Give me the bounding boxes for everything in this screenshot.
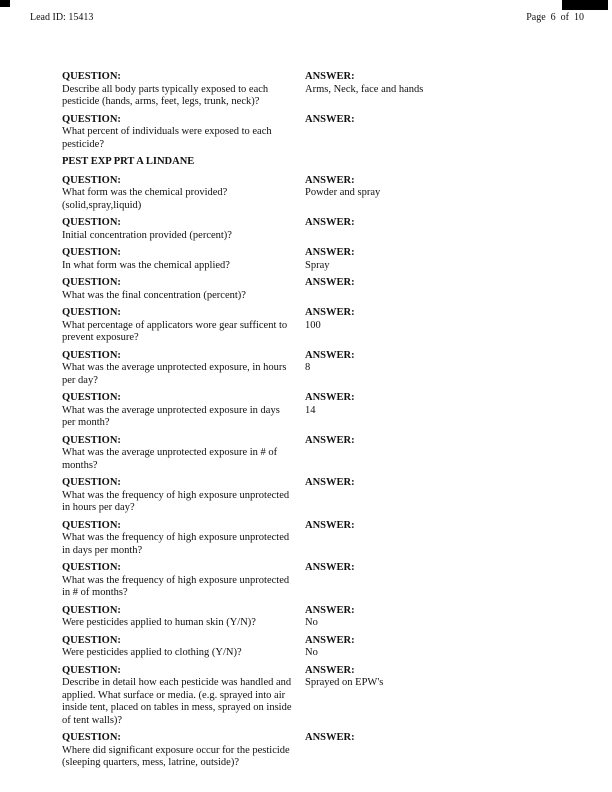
qa-block (62, 114, 574, 152)
answer-column (305, 605, 574, 630)
question-column (62, 71, 305, 109)
qa-block (62, 247, 574, 272)
question-text: What was the average unprotected exposure, in hours per day? (62, 362, 287, 386)
question-column (62, 277, 305, 302)
answer-column (305, 350, 574, 388)
answer-label: ANSWER: (305, 519, 355, 531)
qa-block (62, 217, 574, 242)
question-label: QUESTION: (62, 71, 121, 82)
answer-text: No (305, 617, 318, 628)
question-column (62, 520, 305, 558)
page-number: Page 6 of 10 (526, 12, 584, 23)
qa-block (62, 665, 574, 728)
page-header (30, 12, 584, 23)
question-label: QUESTION: (62, 634, 121, 646)
qa-block (62, 392, 574, 430)
question-label: QUESTION: (62, 664, 121, 676)
answer-text: No (305, 647, 318, 658)
answer-column (305, 635, 574, 660)
question-text: Initial concentration provided (percent)? (62, 229, 232, 241)
qa-block (62, 562, 574, 600)
answer-column (305, 175, 574, 213)
question-column (62, 175, 305, 213)
question-text: What was the frequency of high exposure unprotected in # of months? (62, 574, 290, 598)
question-column (62, 217, 305, 242)
question-label: QUESTION: (62, 277, 121, 288)
question-column (62, 562, 305, 600)
answer-label: ANSWER: (305, 477, 355, 488)
question-text: Were pesticides applied to clothing (Y/N)? (62, 647, 242, 658)
answer-label: ANSWER: (305, 732, 355, 743)
answer-column (305, 732, 574, 770)
question-label: QUESTION: (62, 519, 121, 531)
answer-column (305, 392, 574, 430)
question-column (62, 435, 305, 473)
question-text: Where did significant exposure occur for the pesticide (sleeping quarters, mess, latrine, outside)? (62, 744, 290, 768)
question-label: QUESTION: (62, 562, 121, 573)
lead-id: Lead ID: 15413 (30, 12, 94, 23)
answer-label: ANSWER: (305, 349, 355, 361)
answer-label: ANSWER: (305, 247, 355, 258)
answer-column (305, 114, 574, 152)
scan-artifact-top-right (562, 0, 608, 10)
question-label: QUESTION: (62, 434, 121, 446)
question-label: QUESTION: (62, 247, 121, 258)
qa-block (62, 520, 574, 558)
qa-block (62, 477, 574, 515)
answer-label: ANSWER: (305, 113, 355, 125)
answer-column (305, 562, 574, 600)
answer-label: ANSWER: (305, 604, 355, 616)
answer-label: ANSWER: (305, 434, 355, 446)
qa-block (62, 605, 574, 630)
qa-block (62, 277, 574, 302)
section-heading: PEST EXP PRT A LINDANE (62, 156, 195, 167)
answer-column (305, 277, 574, 302)
question-column (62, 605, 305, 630)
answer-column (305, 217, 574, 242)
answer-text: 100 (305, 319, 321, 331)
answer-label: ANSWER: (305, 664, 355, 676)
question-label: QUESTION: (62, 113, 121, 125)
question-label: QUESTION: (62, 349, 121, 361)
answer-column (305, 247, 574, 272)
question-column (62, 477, 305, 515)
question-label: QUESTION: (62, 217, 121, 228)
answer-label: ANSWER: (305, 634, 355, 646)
answer-label: ANSWER: (305, 217, 355, 228)
answer-text: 8 (305, 362, 311, 373)
scan-artifact-top-left (0, 0, 10, 7)
answer-column (305, 665, 574, 728)
answer-label: ANSWER: (305, 392, 355, 403)
answer-label: ANSWER: (305, 71, 355, 82)
content (62, 71, 574, 775)
question-column (62, 635, 305, 660)
question-column (62, 350, 305, 388)
question-text: In what form was the chemical applied? (62, 259, 230, 271)
question-column (62, 392, 305, 430)
question-column (62, 114, 305, 152)
answer-label: ANSWER: (305, 174, 355, 186)
qa-block (62, 350, 574, 388)
question-label: QUESTION: (62, 392, 121, 403)
answer-text: Arms, Neck, face and hands (305, 83, 424, 95)
question-text: What was the average unprotected exposure in days per month? (62, 404, 280, 428)
question-label: QUESTION: (62, 174, 121, 186)
question-column (62, 665, 305, 728)
answer-label: ANSWER: (305, 562, 355, 573)
question-label: QUESTION: (62, 732, 121, 743)
qa-block (62, 732, 574, 770)
question-text: What was the average unprotected exposure in # of months? (62, 447, 278, 471)
answer-column (305, 520, 574, 558)
question-text: Describe in detail how each pesticide was handled and applied. What surface or media. (e.g. sprayed into air inside tent, placed on tables in mess, sprayed on inside of tent walls)? (62, 677, 292, 726)
answer-column (305, 307, 574, 345)
question-text: What percent of individuals were exposed to each pesticide? (62, 126, 272, 150)
answer-column (305, 477, 574, 515)
question-text: What was the final concentration (percent)? (62, 289, 246, 301)
question-text: Were pesticides applied to human skin (Y/N)? (62, 617, 256, 628)
answer-text: Spray (305, 259, 330, 271)
answer-label: ANSWER: (305, 277, 355, 288)
qa-block (62, 175, 574, 213)
qa-block (62, 435, 574, 473)
question-column (62, 732, 305, 770)
answer-column (305, 435, 574, 473)
answer-column (305, 71, 574, 109)
answer-text: Powder and spray (305, 187, 381, 198)
answer-text: Sprayed on EPW's (305, 677, 384, 688)
question-text: What was the frequency of high exposure unprotected in days per month? (62, 532, 290, 556)
question-column (62, 307, 305, 345)
question-label: QUESTION: (62, 477, 121, 488)
question-column (62, 247, 305, 272)
qa-block (62, 307, 574, 345)
question-text: Describe all body parts typically exposed to each pesticide (hands, arms, feet, legs, trunk, neck)? (62, 83, 269, 107)
answer-text: 14 (305, 404, 316, 416)
answer-label: ANSWER: (305, 307, 355, 318)
qa-block (62, 635, 574, 660)
question-label: QUESTION: (62, 604, 121, 616)
question-text: What was the frequency of high exposure unprotected in hours per day? (62, 489, 290, 513)
question-text: What percentage of applicators wore gear sufficent to prevent exposure? (62, 319, 288, 343)
question-label: QUESTION: (62, 307, 121, 318)
qa-block (62, 71, 574, 109)
question-text: What form was the chemical provided?(solid,spray,liquid) (62, 187, 228, 211)
